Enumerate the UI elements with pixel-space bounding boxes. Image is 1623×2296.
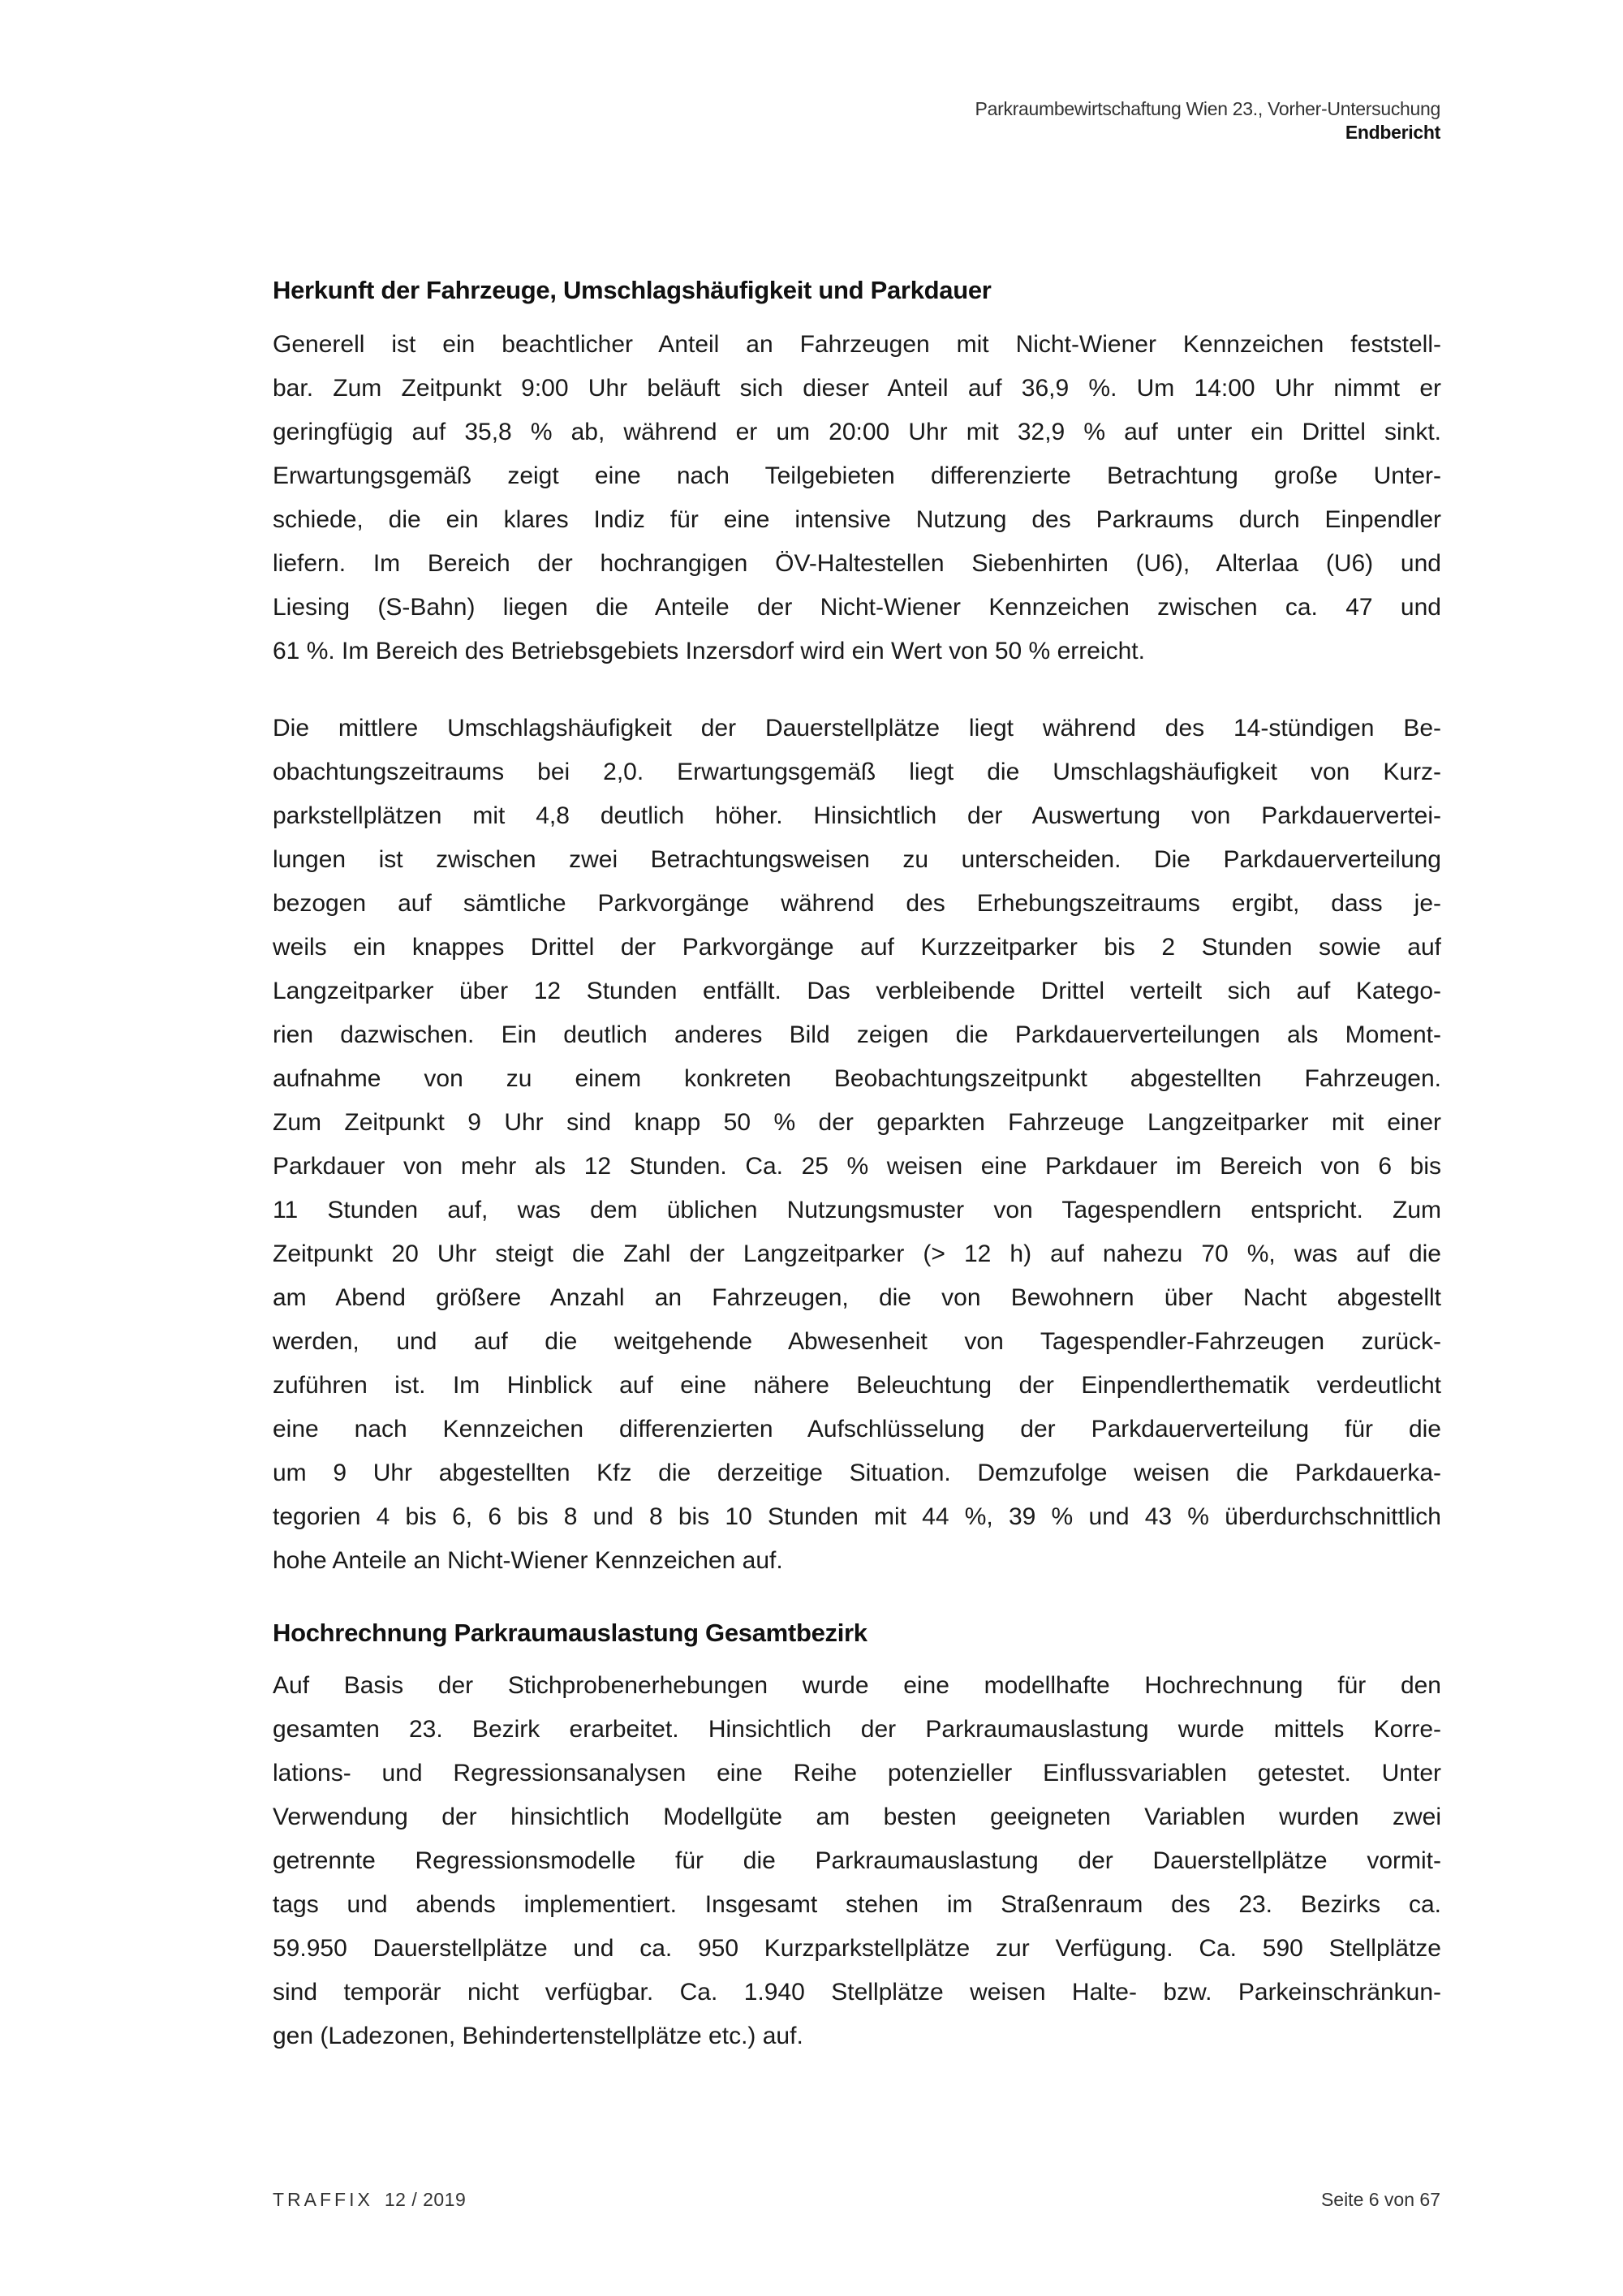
text-line: Zum Zeitpunkt 9 Uhr sind knapp 50 % der geparkten Fahrzeuge Langzeitparker mit einer — [273, 1109, 1441, 1136]
paragraph — [273, 323, 1441, 673]
footer-left — [273, 2189, 466, 2211]
text-line: getrennte Regressionsmodelle für die Parkraumauslastung der Dauerstellplätze vormit- — [273, 1847, 1441, 1874]
text-line: um 9 Uhr abgestellten Kfz die derzeitige Situation. Demzufolge weisen die Parkdauerka- — [273, 1460, 1441, 1486]
paragraph — [273, 707, 1441, 1583]
document-header-title: Parkraumbewirtschaftung Wien 23., Vorher-Untersuchung — [975, 98, 1440, 119]
text-line: gen (Ladezonen, Behindertenstellplätze etc.) auf. — [273, 2023, 803, 2049]
text-line: Langzeitparker über 12 Stunden entfällt. Das verbleibende Drittel verteilt sich auf Katego- — [273, 978, 1441, 1004]
text-line: Auf Basis der Stichprobenerhebungen wurde eine modellhafte Hochrechnung für den — [273, 1672, 1441, 1699]
paragraph — [273, 1664, 1441, 2058]
text-line: bezogen auf sämtliche Parkvorgänge während des Erhebungszeitraums ergibt, dass je- — [273, 890, 1441, 917]
text-line: werden, und auf die weitgehende Abwesenheit von Tagespendler-Fahrzeugen zurück- — [273, 1328, 1441, 1355]
footer-date: 12 / 2019 — [384, 2189, 467, 2210]
text-line: eine nach Kennzeichen differenzierten Aufschlüsselung der Parkdauerverteilung für die — [273, 1416, 1441, 1443]
text-line: aufnahme von zu einem konkreten Beobachtungszeitpunkt abgestellten Fahrzeugen. — [273, 1065, 1441, 1092]
text-line: Zeitpunkt 20 Uhr steigt die Zahl der Langzeitparker (> 12 h) auf nahezu 70 %, was auf die — [273, 1240, 1441, 1267]
footer-company: TRAFFIX — [273, 2189, 373, 2210]
text-line: schiede, die ein klares Indiz für eine intensive Nutzung des Parkraums durch Einpendler — [273, 506, 1441, 533]
document-header-subtitle: Endbericht — [1345, 122, 1440, 143]
text-line: sind temporär nicht verfügbar. Ca. 1.940 Stellplätze weisen Halte- bzw. Parkeinschränkun- — [273, 1979, 1441, 2006]
text-line: bar. Zum Zeitpunkt 9:00 Uhr beläuft sich dieser Anteil auf 36,9 %. Um 14:00 Uhr nimmt er — [273, 375, 1441, 402]
text-line: 61 %. Im Bereich des Betriebsgebiets Inzersdorf wird ein Wert von 50 % erreicht. — [273, 638, 1145, 664]
text-line: parkstellplätzen mit 4,8 deutlich höher. Hinsichtlich der Auswertung von Parkdauervertei- — [273, 802, 1441, 829]
text-line: liefern. Im Bereich der hochrangigen ÖV-Haltestellen Siebenhirten (U6), Alterlaa (U6) und — [273, 550, 1441, 577]
text-line: geringfügig auf 35,8 % ab, während er um 20:00 Uhr mit 32,9 % auf unter ein Drittel sinkt. — [273, 419, 1441, 445]
text-line: hohe Anteile an Nicht-Wiener Kennzeichen auf. — [273, 1547, 783, 1574]
text-line: 59.950 Dauerstellplätze und ca. 950 Kurzparkstellplätze zur Verfügung. Ca. 590 Stellplätze — [273, 1935, 1441, 1962]
text-line: weils ein knappes Drittel der Parkvorgänge auf Kurzzeitparker bis 2 Stunden sowie auf — [273, 934, 1441, 961]
text-line: Verwendung der hinsichtlich Modellgüte am besten geeigneten Variablen wurden zwei — [273, 1804, 1441, 1830]
text-line: zuführen ist. Im Hinblick auf eine nähere Beleuchtung der Einpendlerthematik verdeutlicht — [273, 1372, 1441, 1399]
section-heading-herkunft: Herkunft der Fahrzeuge, Umschlagshäufigkeit und Parkdauer — [273, 276, 992, 304]
text-line: Die mittlere Umschlagshäufigkeit der Dauerstellplätze liegt während des 14-stündigen Be- — [273, 715, 1441, 742]
text-line: tegorien 4 bis 6, 6 bis 8 und 8 bis 10 Stunden mit 44 %, 39 % und 43 % überdurchschnittlich — [273, 1503, 1441, 1530]
text-line: obachtungszeitraums bei 2,0. Erwartungsgemäß liegt die Umschlagshäufigkeit von Kurz- — [273, 759, 1441, 785]
text-line: tags und abends implementiert. Insgesamt stehen im Straßenraum des 23. Bezirks ca. — [273, 1891, 1441, 1918]
text-line: lungen ist zwischen zwei Betrachtungsweisen zu unterscheiden. Die Parkdauerverteilung — [273, 846, 1441, 873]
text-line: 11 Stunden auf, was dem üblichen Nutzungsmuster von Tagespendlern entspricht. Zum — [273, 1197, 1441, 1223]
text-line: Erwartungsgemäß zeigt eine nach Teilgebieten differenzierte Betrachtung große Unter- — [273, 462, 1441, 489]
section-heading-hochrechnung: Hochrechnung Parkraumauslastung Gesamtbezirk — [273, 1619, 867, 1647]
text-line: Parkdauer von mehr als 12 Stunden. Ca. 25 % weisen eine Parkdauer im Bereich von 6 bis — [273, 1153, 1441, 1180]
text-line: Generell ist ein beachtlicher Anteil an Fahrzeugen mit Nicht-Wiener Kennzeichen feststell- — [273, 331, 1441, 358]
text-line: gesamten 23. Bezirk erarbeitet. Hinsichtlich der Parkraumauslastung wurde mittels Korre- — [273, 1716, 1441, 1743]
text-line: Liesing (S-Bahn) liegen die Anteile der Nicht-Wiener Kennzeichen zwischen ca. 47 und — [273, 594, 1441, 621]
footer-page-number: Seite 6 von 67 — [1320, 2189, 1440, 2210]
text-line: lations- und Regressionsanalysen eine Reihe potenzieller Einflussvariablen getestet. Unter — [273, 1760, 1441, 1786]
text-line: rien dazwischen. Ein deutlich anderes Bild zeigen die Parkdauerverteilungen als Moment- — [273, 1021, 1441, 1048]
text-line: am Abend größere Anzahl an Fahrzeugen, die von Bewohnern über Nacht abgestellt — [273, 1284, 1441, 1311]
